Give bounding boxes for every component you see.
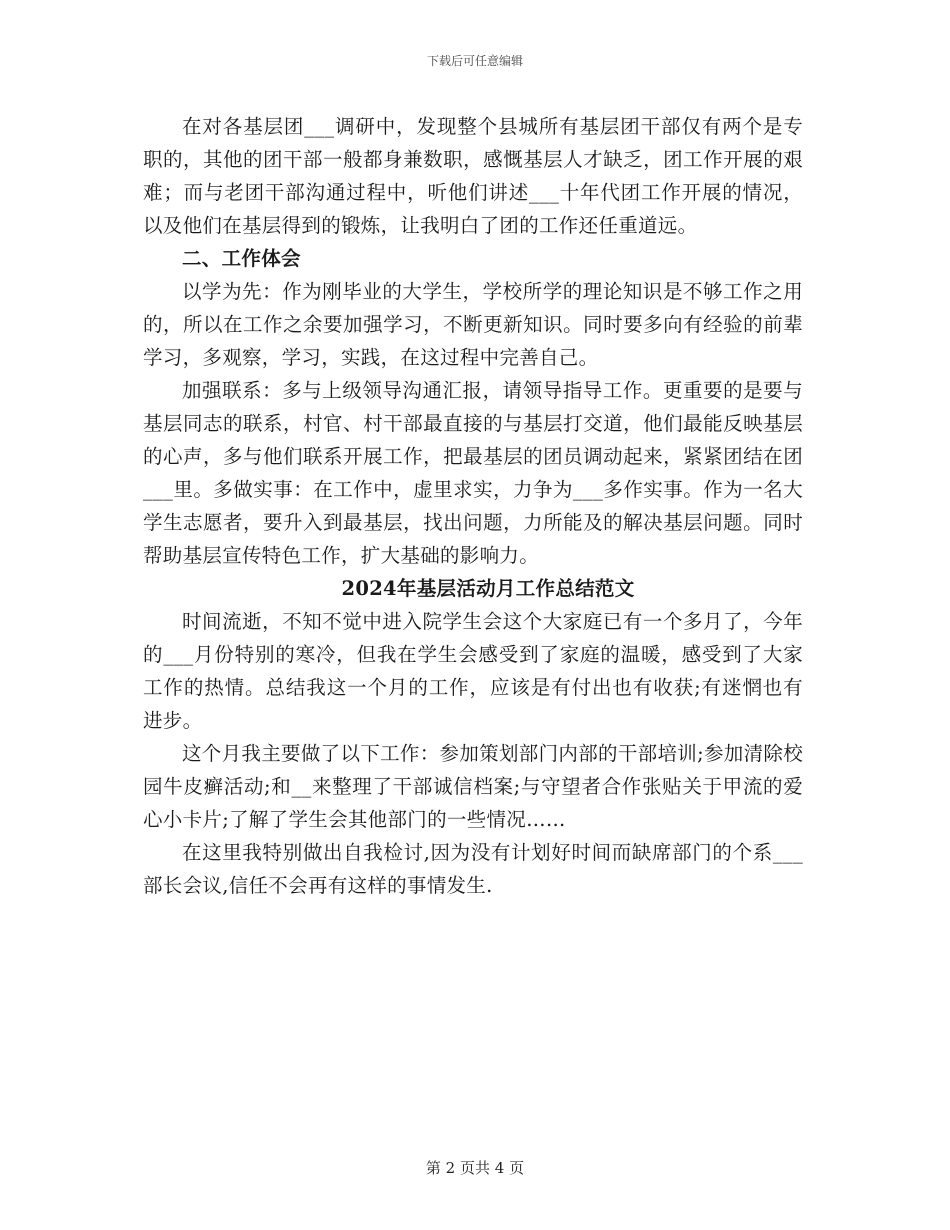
paragraph-research: 在对各基层团___调研中，发现整个县城所有基层团干部仅有两个是专职的，其他的团干部一般都身兼数职，感慨基层人才缺乏，团工作开展的艰难；而与老团干部沟通过程中，听他们讲述___十年代团工作开展的情况，以及他们在基层得到的锻炼，让我明白了团的工作还任重道远。 (143, 115, 803, 237)
document-body (143, 110, 803, 902)
section-heading-work-experience: 二、工作体会 (182, 247, 301, 270)
paragraph-time-passes: 时间流逝，不知不觉中进入院学生会这个大家庭已有一个多月了，今年的___月份特别的寒冷，但我在学生会感受到了家庭的温暖，感受到了大家工作的热情。总结我这一个月的工作，应该是有付出也有收获;有迷惘也有进步。 (143, 610, 803, 732)
page-footer: 第 2 页共 4 页 (425, 1159, 525, 1177)
paragraph-learning-first: 以学为先：作为刚毕业的大学生，学校所学的理论知识是不够工作之用的，所以在工作之余要加强学习，不断更新知识。同时要多向有经验的前辈学习，多观察，学习，实践，在这过程中完善自己。 (143, 280, 803, 369)
paragraph-strengthen-contact: 加强联系：多与上级领导沟通汇报，请领导指导工作。更重要的是要与基层同志的联系，村官、村干部最直接的与基层打交道，他们最能反映基层的心声，多与他们联系开展工作，把最基层的团员调动起来，紧紧团结在团___里。多做实事：在工作中，虚里求实，力争为___多作实事。作为一名大学生志愿者，要升入到最基层，找出问题，力所能及的解决基层问题。同时帮助基层宣传特色工作，扩大基础的影响力。 (143, 379, 803, 567)
document-title: 2024年基层活动月工作总结范文 (341, 577, 635, 600)
page-header: 下载后可任意编辑 (426, 54, 523, 68)
paragraph-work-done: 这个月我主要做了以下工作：参加策划部门内部的干部培训;参加清除校园牛皮癣活动;和__来整理了干部诚信档案;与守望者合作张贴关于甲流的爱心小卡片;了解了学生会其他部门的一些情况…… (143, 742, 803, 831)
paragraph-self-review: 在这里我特别做出自我检讨,因为没有计划好时间而缺席部门的个系___部长会议,信任不会再有这样的事情发生. (143, 841, 803, 897)
